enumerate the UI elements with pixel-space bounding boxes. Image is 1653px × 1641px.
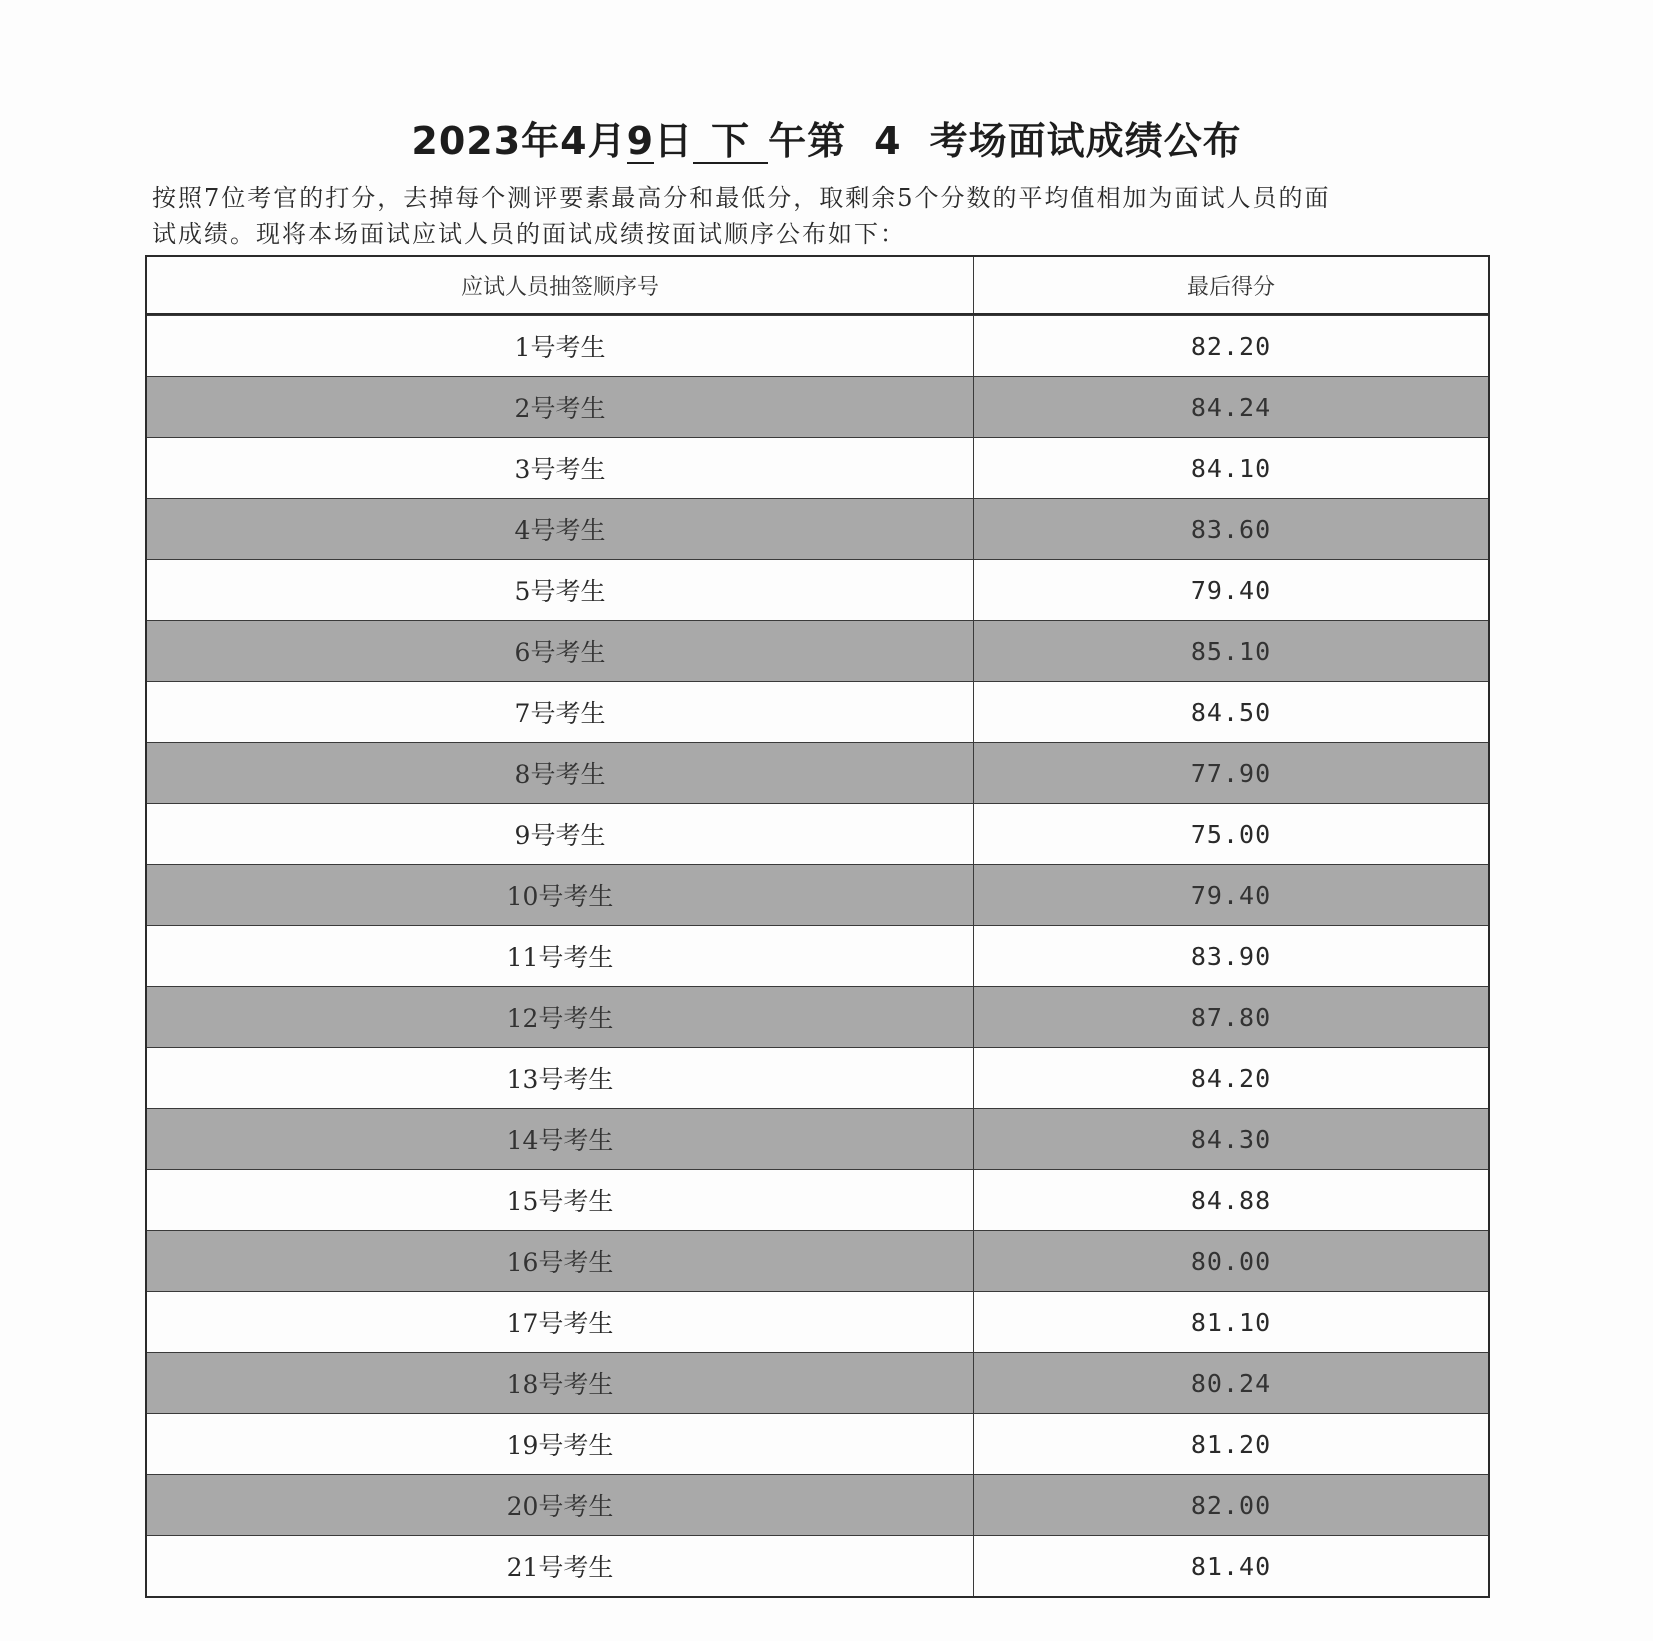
intro-line-1: 按照7位考官的打分，去掉每个测评要素最高分和最低分，取剩余5个分数的平均值相加为面试人员的面 (152, 184, 1331, 212)
table-row (147, 1047, 1488, 1108)
candidate-cell: 11号考生 (147, 926, 974, 986)
score-cell: 79.40 (1190, 575, 1272, 605)
table-row (147, 742, 1488, 803)
table-header-row (147, 257, 1488, 315)
score-cell: 84.50 (1190, 697, 1272, 727)
candidate-cell: 18号考生 (147, 1353, 974, 1413)
table-row (147, 620, 1488, 681)
table-row (147, 1535, 1488, 1596)
title-period: 下 (693, 122, 768, 164)
table-row (147, 1352, 1488, 1413)
candidate-cell: 13号考生 (147, 1048, 974, 1108)
score-cell: 81.20 (1190, 1429, 1272, 1459)
candidate-cell: 10号考生 (147, 865, 974, 925)
table-row (147, 437, 1488, 498)
candidate-cell: 20号考生 (147, 1475, 974, 1535)
header-candidate-order: 应试人员抽签顺序号 (147, 257, 974, 313)
table-row (147, 376, 1488, 437)
candidate-cell: 14号考生 (147, 1109, 974, 1169)
score-table (145, 255, 1490, 1598)
table-row (147, 1169, 1488, 1230)
score-cell: 84.20 (1190, 1063, 1272, 1093)
candidate-cell: 3号考生 (147, 438, 974, 498)
score-cell: 82.00 (1190, 1490, 1272, 1520)
candidate-cell: 7号考生 (147, 682, 974, 742)
candidate-cell: 12号考生 (147, 987, 974, 1047)
candidate-cell: 9号考生 (147, 804, 974, 864)
table-row (147, 864, 1488, 925)
table-row (147, 925, 1488, 986)
score-cell: 84.24 (1190, 392, 1272, 422)
candidate-cell: 1号考生 (147, 316, 974, 376)
candidate-cell: 2号考生 (147, 377, 974, 437)
score-cell: 84.88 (1190, 1185, 1272, 1215)
candidate-cell: 5号考生 (147, 560, 974, 620)
table-row (147, 1413, 1488, 1474)
score-cell: 81.40 (1190, 1551, 1272, 1581)
table-row (147, 1230, 1488, 1291)
title-middle: 午第 (768, 119, 847, 163)
score-cell: 84.10 (1190, 453, 1272, 483)
table-row (147, 315, 1488, 376)
table-row (147, 1474, 1488, 1535)
table-row (147, 803, 1488, 864)
table-row (147, 1291, 1488, 1352)
table-row (147, 681, 1488, 742)
intro-line-2: 试成绩。现将本场面试应试人员的面试成绩按面试顺序公布如下： (152, 220, 906, 248)
table-row (147, 986, 1488, 1047)
title-suffix: 考场面试成绩公布 (929, 119, 1242, 163)
candidate-cell: 19号考生 (147, 1414, 974, 1474)
score-cell: 82.20 (1190, 331, 1272, 361)
score-cell: 77.90 (1190, 758, 1272, 788)
score-cell: 80.00 (1190, 1246, 1272, 1276)
title-day: 9 (626, 119, 655, 163)
page-title (0, 110, 1653, 165)
header-final-score: 最后得分 (1186, 274, 1275, 300)
score-cell: 85.10 (1190, 636, 1272, 666)
score-cell: 84.30 (1190, 1124, 1272, 1154)
candidate-cell: 15号考生 (147, 1170, 974, 1230)
title-day-suffix: 日 (654, 119, 694, 163)
table-row (147, 498, 1488, 559)
intro-paragraph (152, 180, 1492, 252)
title-room: 4 (874, 119, 902, 163)
score-cell: 80.24 (1190, 1368, 1272, 1398)
score-cell: 87.80 (1190, 1002, 1272, 1032)
candidate-cell: 4号考生 (147, 499, 974, 559)
score-cell: 83.90 (1190, 941, 1272, 971)
candidate-cell: 17号考生 (147, 1292, 974, 1352)
score-cell: 79.40 (1190, 880, 1272, 910)
candidate-cell: 16号考生 (147, 1231, 974, 1291)
candidate-cell: 21号考生 (147, 1536, 974, 1596)
score-cell: 83.60 (1190, 514, 1272, 544)
table-row (147, 1108, 1488, 1169)
candidate-cell: 8号考生 (147, 743, 974, 803)
score-cell: 81.10 (1190, 1307, 1272, 1337)
score-cell: 75.00 (1190, 819, 1272, 849)
title-prefix: 2023年4月 (411, 119, 627, 163)
table-row (147, 559, 1488, 620)
candidate-cell: 6号考生 (147, 621, 974, 681)
